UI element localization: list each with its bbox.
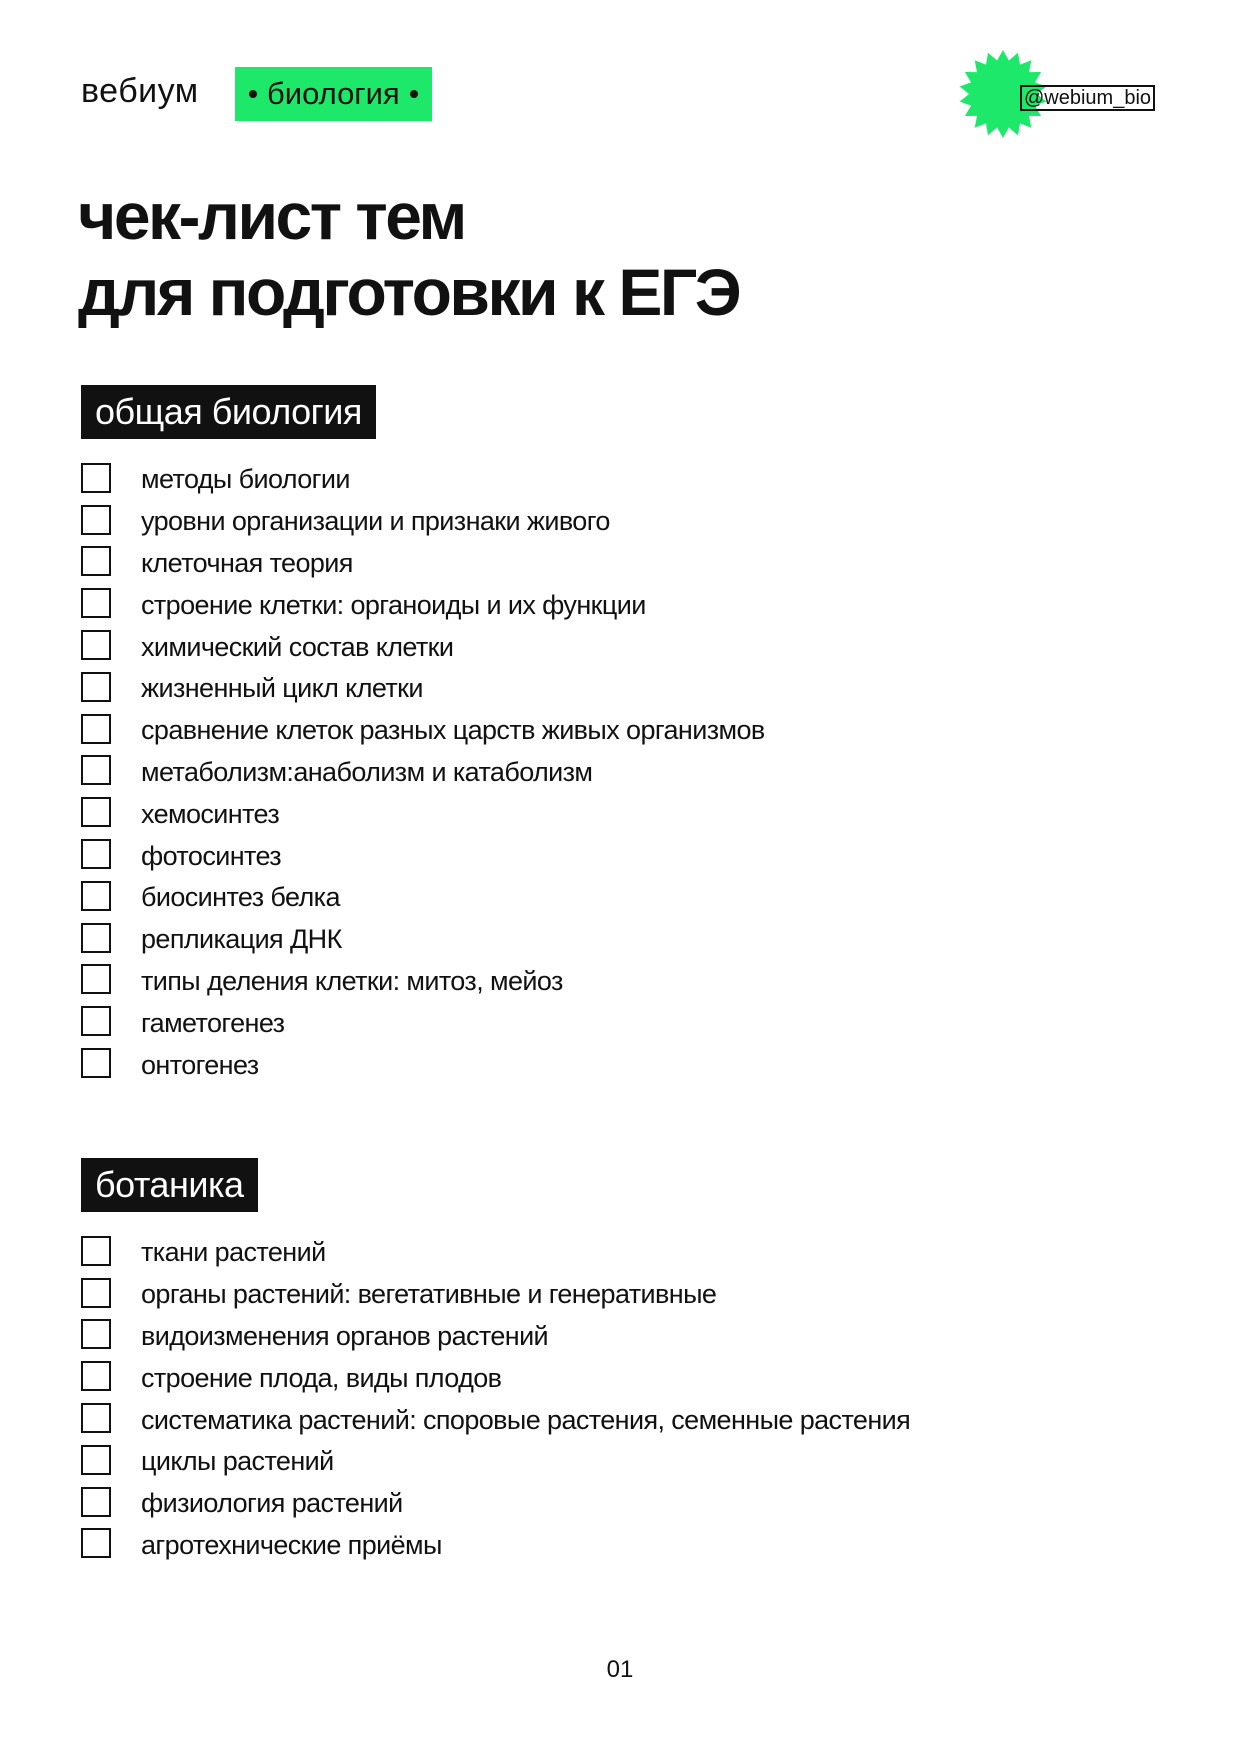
topic-label: биосинтез белка [141,882,340,913]
list-item [81,877,765,919]
page-title [78,178,739,330]
list-item [81,752,765,794]
topic-label: органы растений: вегетативные и генеративные [141,1279,717,1310]
checkbox[interactable] [81,1006,111,1036]
list-item [81,1002,765,1044]
checkbox[interactable] [81,630,111,660]
checkbox[interactable] [81,588,111,618]
list-item [81,1232,910,1274]
title-line-2: для подготовки к ЕГЭ [78,255,740,329]
checkbox[interactable] [81,881,111,911]
checkbox[interactable] [81,1445,111,1475]
topic-label: типы деления клетки: митоз, мейоз [141,965,563,996]
checkbox[interactable] [81,839,111,869]
topic-label: репликация ДНК [141,924,342,955]
list-item [81,1441,910,1483]
checkbox[interactable] [81,546,111,576]
topic-label: хемосинтез [141,798,280,829]
list-item [81,793,765,835]
checkbox[interactable] [81,1319,111,1349]
topic-label: жизненный цикл клетки [141,673,423,704]
checkbox[interactable] [81,1278,111,1308]
list-item [81,459,765,501]
list-item [81,626,765,668]
title-line-1: чек-лист тем [78,179,465,253]
topic-list [81,459,765,1086]
topic-list [81,1232,910,1566]
list-item [81,543,765,585]
section-botany [81,1158,910,1566]
list-item [81,501,765,543]
topic-label: видоизменения органов растений [141,1320,549,1351]
list-item [81,1274,910,1316]
topic-label: гаметогенез [141,1007,285,1038]
topic-label: химический состав клетки [141,631,454,662]
checkbox[interactable] [81,923,111,953]
list-item [81,1357,910,1399]
topic-label: физиология растений [141,1488,403,1519]
social-handle[interactable]: @webium_bio [1020,85,1155,111]
section-heading: ботаника [81,1158,258,1212]
list-item [81,1316,910,1358]
list-item [81,1525,910,1567]
section-heading: общая биология [81,385,376,439]
checkbox[interactable] [81,1048,111,1078]
topic-label: фотосинтез [141,840,282,871]
checkbox[interactable] [81,463,111,493]
list-item [81,961,765,1003]
list-item [81,1044,765,1086]
page-number: 01 [606,1656,634,1683]
checkbox[interactable] [81,1487,111,1517]
topic-label: клеточная теория [141,547,353,578]
list-item [81,710,765,752]
topic-label: сравнение клеток разных царств живых организмов [141,715,765,746]
list-item [81,1483,910,1525]
checkbox[interactable] [81,755,111,785]
topic-label: методы биологии [141,464,350,495]
checkbox[interactable] [81,672,111,702]
brand-logo: вебиум [81,72,199,110]
topic-label: строение клетки: органоиды и их функции [141,589,646,620]
topic-label: циклы растений [141,1446,334,1477]
checkbox[interactable] [81,1236,111,1266]
list-item [81,835,765,877]
section-general-biology [81,385,765,1086]
list-item [81,919,765,961]
topic-label: систематика растений: споровые растения, семенные растения [141,1404,911,1435]
list-item [81,1399,910,1441]
checkbox[interactable] [81,505,111,535]
checkbox[interactable] [81,1403,111,1433]
topic-label: строение плода, виды плодов [141,1362,502,1393]
list-item [81,584,765,626]
list-item [81,668,765,710]
checkbox[interactable] [81,797,111,827]
checkbox[interactable] [81,1528,111,1558]
topic-label: онтогенез [141,1049,259,1080]
subject-badge [235,67,432,121]
checkbox[interactable] [81,964,111,994]
subject-label: биология [267,76,400,111]
bullet-dot-icon [249,90,257,98]
checkbox[interactable] [81,1361,111,1391]
topic-label: агротехнические приёмы [141,1529,442,1560]
topic-label: метаболизм:анаболизм и катаболизм [141,756,593,787]
topic-label: ткани растений [141,1237,326,1268]
bullet-dot-icon [410,90,418,98]
checkbox[interactable] [81,714,111,744]
social-link[interactable] [958,44,1158,144]
topic-label: уровни организации и признаки живого [141,506,610,537]
